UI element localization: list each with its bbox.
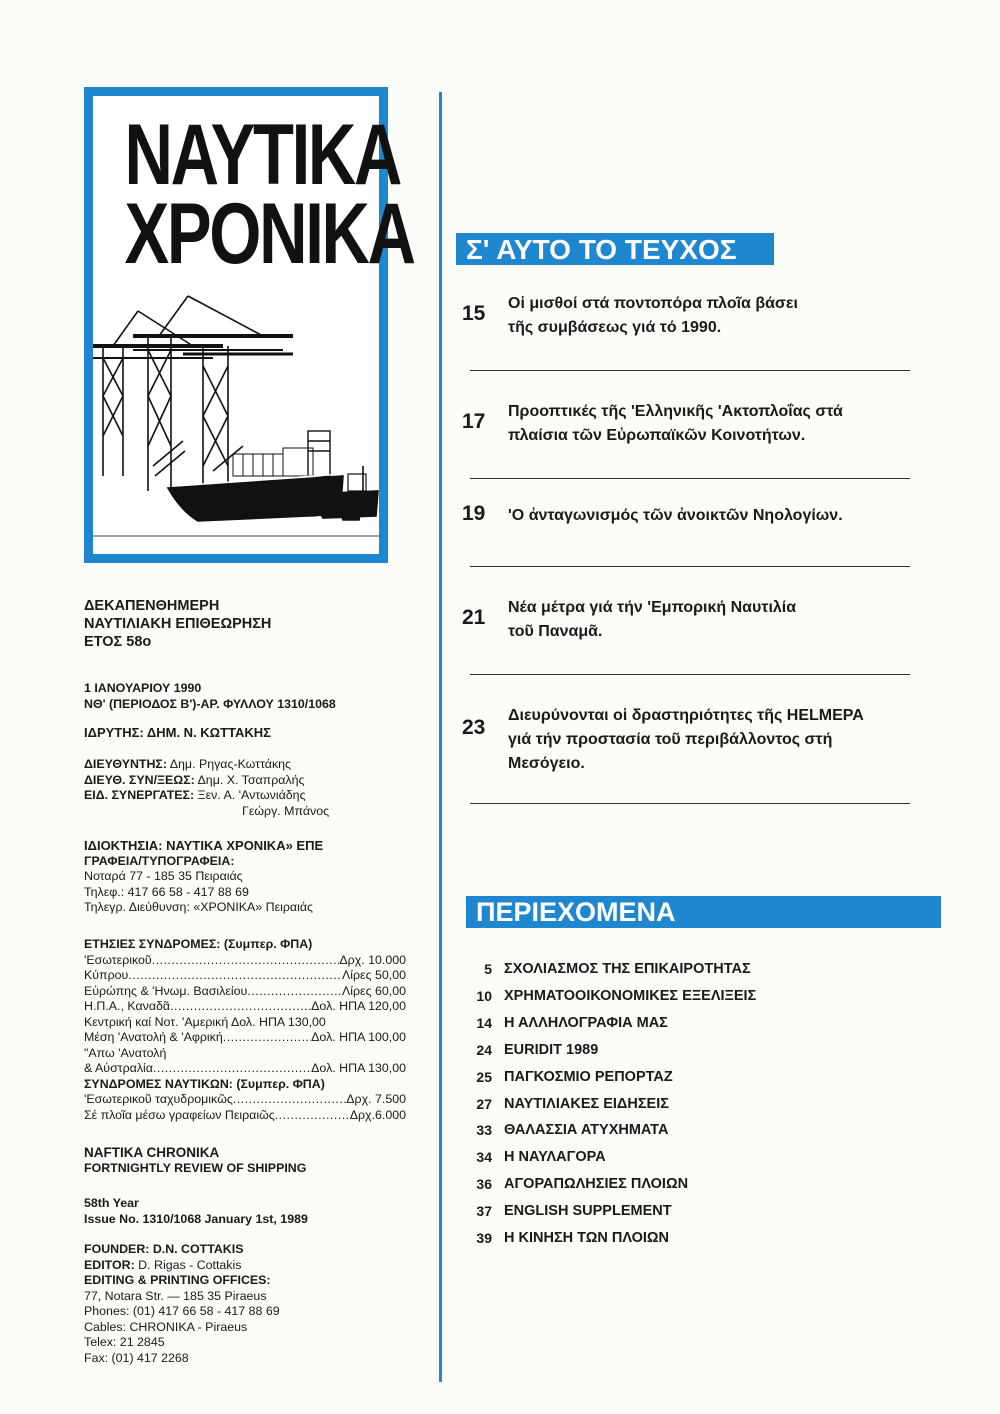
offices-label: ΓΡΑΦΕΙΑ/ΤΥΠΟΓΡΑΦΕΙΑ: (84, 853, 235, 868)
subscription-amount: Δρχ. 7.500 (346, 1092, 406, 1106)
director-value: Δημ. Ρηγας-Κωττάκης (169, 757, 292, 771)
contents-item[interactable] (466, 1042, 598, 1058)
subscriptions-title: ΕΤΗΣΙΕΣ ΣΥΝΔΡΟΜΕΣ: (Συμπερ. ΦΠΑ) (84, 937, 313, 951)
english-year: 58th Year (84, 1196, 139, 1210)
contents-title: Η ΝΑΥΛΑΓΟΡΑ (504, 1149, 606, 1166)
english-name: NAFTIKA CHRONIKA (84, 1145, 220, 1160)
english-founder: FOUNDER: D.N. COTTAKIS (84, 1242, 244, 1256)
contents-item[interactable] (466, 1203, 672, 1219)
ownership-line: ΙΔΙΟΚΤΗΣΙΑ: ΝΑΥΤΙΚΑ ΧΡΟΝΙΚΑ» ΕΠΕ (84, 838, 324, 853)
partners-label: ΕΙΔ. ΣΥΝΕΡΓΑΤΕΣ: (84, 788, 195, 802)
subscription-amount: Δολ. ΗΠΑ 100,00 (311, 1030, 406, 1044)
subscription-label: Εὐρώπης & 'Ηνωμ. Βασιλείου (84, 983, 248, 998)
english-issue: Issue No. 1310/1068 January 1st, 1989 (84, 1211, 308, 1226)
masthead-box (84, 87, 414, 563)
contents-title: ΘΑΛΑΣΣΙΑ ΑΤΥΧΗΜΑΤΑ (504, 1122, 669, 1139)
article-title[interactable] (508, 704, 928, 776)
english-address: 77, Notara Str. — 185 35 Piraeus (84, 1288, 267, 1303)
subscription-row (84, 1108, 406, 1124)
article-title-line: τῆς συμβάσεως γιά τό 1990. (508, 319, 722, 336)
issue-number: ΝΘ' (ΠΕΡΙΟΔΟΣ Β')-ΑΡ. ΦΥΛΛΟΥ 1310/1068 (84, 696, 336, 711)
contents-page-number: 37 (476, 1203, 492, 1220)
contents-page-number: 34 (476, 1149, 492, 1166)
article-title-line: 'Ο ἀνταγωνισμός τῶν ἀνοικτῶν Νηολογίων. (508, 507, 843, 524)
subscription-label: Κύπρου (84, 968, 129, 982)
english-editor-value: D. Rigas - Cottakis (138, 1257, 242, 1272)
article-separator (470, 370, 910, 371)
article-title[interactable] (508, 596, 928, 644)
leader-dots (247, 984, 342, 1000)
subscription-row (84, 1030, 406, 1046)
article-title-line: Προοπτικές τῆς 'Ελληνικῆς 'Ακτοπλοΐας στά (508, 403, 843, 420)
article-separator (470, 803, 910, 804)
article-separator (470, 566, 910, 567)
english-fax: Fax: (01) 417 2268 (84, 1350, 189, 1365)
article-title-line: Νέα μέτρα γιά τήν 'Εμπορική Ναυτιλία (508, 599, 797, 616)
article-title[interactable] (508, 400, 928, 448)
subscription-row (84, 1061, 406, 1077)
contents-page-number: 24 (476, 1041, 492, 1058)
english-subtitle: FORTNIGHTLY REVIEW OF SHIPPING (84, 1160, 307, 1175)
contents-page-number: 14 (476, 1014, 492, 1031)
contents-item[interactable] (466, 1096, 669, 1112)
contents-page-number: 27 (476, 1095, 492, 1112)
contents-page-number: 39 (476, 1230, 492, 1246)
article-title-line: Οἱ μισθοί στά ποντοπόρα πλοῖα βάσει (508, 295, 798, 312)
contents-item[interactable] (466, 1015, 668, 1031)
contents-item[interactable] (466, 1149, 606, 1165)
issue-info (84, 681, 424, 712)
leader-dots (233, 1092, 346, 1108)
subscription-amount: Δρχ.6.000 (349, 1107, 406, 1122)
leader-dots (170, 999, 311, 1015)
article-page-number: 23 (462, 716, 486, 739)
contents-title: EURIDIT 1989 (504, 1041, 599, 1058)
contents-item[interactable] (466, 1122, 668, 1138)
partners-value2: Γεώργ. Μπάνος (242, 803, 330, 818)
office-phone: Τηλεφ.: 417 66 58 - 417 88 69 (84, 884, 249, 899)
staff-block (84, 757, 424, 819)
article-page-number: 17 (462, 410, 486, 433)
english-phones: Phones: (01) 417 66 58 - 417 88 69 (84, 1304, 280, 1318)
article-title-line: γιά τήν προστασία τοῦ περιβάλλοντος στή (508, 731, 833, 748)
english-contact-block (84, 1242, 424, 1366)
english-name-block (84, 1145, 424, 1176)
article-title[interactable] (508, 504, 928, 528)
contents-item[interactable] (466, 1230, 669, 1246)
subscription-label: Μέση 'Ανατολή & 'Αφρική (84, 1030, 223, 1044)
leader-dots (153, 1061, 311, 1077)
subscription-label: Σέ πλοῖα μέσω γραφείων Πειραιῶς (84, 1107, 275, 1122)
subscription-row (84, 1046, 406, 1062)
ownership-block (84, 838, 424, 916)
masthead-title-line1: ΝΑΥΤΙΚΑ (124, 107, 401, 203)
office-telegram: Τηλεγρ. Διεύθυνση: «ΧΡΟΝΙΚΑ» Πειραιάς (84, 900, 313, 914)
contents-title: ΣΧΟΛΙΑΣΜΟΣ ΤΗΣ ΕΠΙΚΑΙΡΟΤΗΤΑΣ (504, 961, 751, 977)
subscription-row (84, 968, 406, 984)
article-title-line: πλαίσια τῶν Εὐρωπαϊκῶν Κοινοτήτων. (508, 427, 806, 444)
contents-title: Η ΑΛΛΗΛΟΓΡΑΦΙΑ ΜΑΣ (504, 1014, 668, 1031)
contents-item[interactable] (466, 961, 751, 977)
contents-title: ENGLISH SUPPLEMENT (504, 1203, 672, 1220)
contents-page-number: 25 (476, 1068, 492, 1085)
director-label: ΔΙΕΥΘΥΝΤΗΣ: (84, 757, 167, 771)
leader-dots (223, 1030, 311, 1046)
publication-subtitle (84, 597, 424, 651)
contents-item[interactable] (466, 1069, 673, 1085)
contents-title: ΝΑΥΤΙΛΙΑΚΕΣ ΕΙΔΗΣΕΙΣ (504, 1095, 669, 1112)
contents-page-number: 5 (484, 961, 492, 977)
contents-title: ΑΓΟΡΑΠΩΛΗΣΙΕΣ ΠΛΟΙΩΝ (504, 1176, 689, 1193)
article-title-line: Μεσόγειο. (508, 755, 585, 772)
subscription-label: 'Εσωτερικοῦ (84, 952, 152, 967)
contents-item[interactable] (466, 1176, 688, 1192)
subscription-row (84, 999, 406, 1015)
leader-dots (128, 968, 342, 984)
english-issue-block (84, 1196, 424, 1227)
contents-item[interactable] (466, 988, 756, 1004)
contents-title: ΧΡΗΜΑΤΟΟΙΚΟΝΟΜΙΚΕΣ ΕΞΕΛΙΞΕΙΣ (504, 987, 757, 1004)
contents-title: ΠΑΓΚΟΣΜΙΟ ΡΕΠΟΡΤΑΖ (504, 1068, 673, 1085)
contents-page-number: 36 (476, 1176, 492, 1193)
article-title-line: τοῦ Παναμᾶ. (508, 623, 603, 640)
subscription-label: Κεντρική καί Νοτ. 'Αμερική Δολ. ΗΠΑ 130,00 (84, 1014, 326, 1029)
editor-value: Δημ. Χ. Τσαπραλής (197, 772, 305, 787)
office-address: Νοταρά 77 - 185 35 Πειραιάς (84, 869, 243, 883)
subscription-label: 'Εσωτερικοῦ ταχυδρομικῶς (84, 1092, 233, 1106)
naut-subscriptions-title: ΣΥΝΔΡΟΜΕΣ ΝΑΥΤΙΚΩΝ: (Συμπερ. ΦΠΑ) (84, 1076, 325, 1091)
article-title-line: Διευρύνονται οἱ δραστηριότητες τῆς HELMEPA (508, 707, 864, 724)
subscription-amount: Λίρες 50,00 (341, 968, 406, 982)
contents-page-number: 33 (476, 1122, 492, 1139)
column-divider (439, 92, 442, 1382)
subscription-row (84, 1092, 406, 1108)
article-title[interactable] (508, 292, 928, 340)
english-telex: Telex: 21 2845 (84, 1335, 165, 1349)
leader-dots (275, 1108, 350, 1124)
issue-date: 1 ΙΑΝΟΥΑΡΙΟΥ 1990 (84, 681, 202, 695)
founder-line: ΙΔΡΥΤΗΣ: ΔΗΜ. Ν. ΚΩΤΤΑΚΗΣ (84, 725, 271, 740)
subscription-label: "Απω 'Ανατολή (84, 1045, 167, 1060)
subscription-amount: Δολ. ΗΠΑ 120,00 (311, 999, 406, 1013)
english-editor-label: EDITOR: (84, 1257, 135, 1272)
in-this-issue-header: Σ' ΑΥΤΟ ΤΟ ΤΕΥΧΟΣ (456, 233, 774, 265)
subscription-row (84, 984, 406, 1000)
editor-label: ΔΙΕΥΘ. ΣΥΝ/ΞΕΩΣ: (84, 772, 195, 787)
year-label: ΕΤΟΣ 58ο (84, 634, 152, 650)
subscription-amount: Λίρες 60,00 (341, 983, 406, 998)
subscription-amount: Δρχ. 10.000 (339, 952, 406, 967)
subscription-row (84, 953, 406, 969)
subscription-label: & Αὐστραλία (84, 1061, 153, 1075)
article-page-number: 21 (462, 606, 486, 629)
article-separator (470, 674, 910, 675)
contents-page-number: 10 (476, 987, 492, 1004)
subscription-amount: Δολ. ΗΠΑ 130,00 (311, 1061, 406, 1075)
article-page-number: 19 (462, 502, 486, 525)
article-page-number: 15 (462, 302, 486, 325)
subscription-row (84, 1015, 406, 1031)
contents-header: ΠΕΡΙΕΧΟΜΕΝΑ (466, 896, 941, 928)
port-cranes-ship-illustration (93, 96, 414, 554)
subtitle-line1: ΔΕΚΑΠΕΝΘΗΜΕΡΗ (84, 598, 220, 614)
subtitle-line2: ΝΑΥΤΙΛΙΑΚΗ ΕΠΙΘΕΩΡΗΣΗ (84, 616, 272, 632)
article-separator (470, 478, 910, 479)
partners-value1: Ξεν. Α. 'Αντωνιάδης (197, 788, 306, 802)
leader-dots (152, 953, 340, 969)
subscriptions-block (84, 937, 406, 1123)
english-offices: EDITING & PRINTING OFFICES: (84, 1273, 271, 1287)
masthead-title-line2: ΧΡΟΝΙΚΑ (124, 186, 414, 282)
english-cables: Cables: CHRONIKA - Piraeus (84, 1319, 248, 1334)
subscription-label: Η.Π.Α., Καναδᾶ (84, 999, 171, 1013)
contents-title: Η ΚΙΝΗΣΗ ΤΩΝ ΠΛΟΙΩΝ (504, 1230, 670, 1246)
